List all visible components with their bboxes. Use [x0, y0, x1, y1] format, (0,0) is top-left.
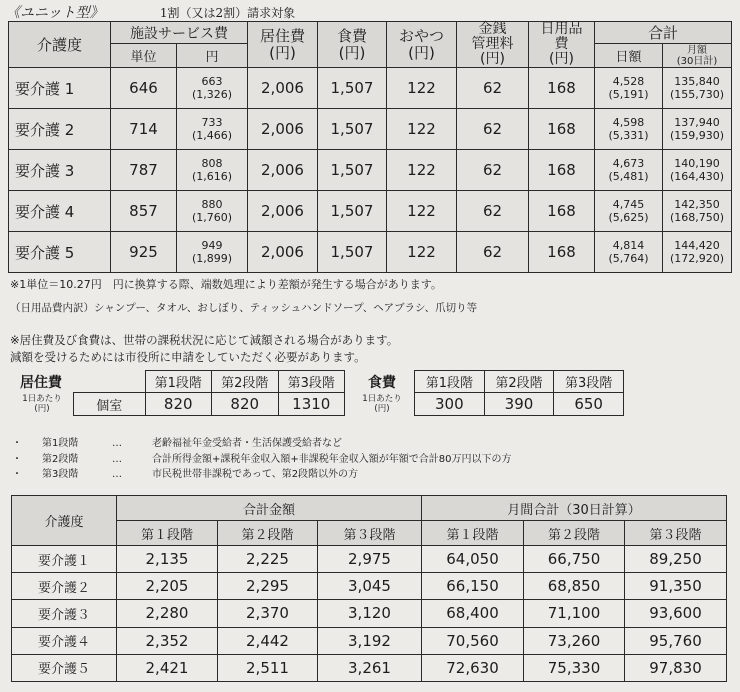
- table-row: [12, 546, 727, 573]
- monthly-stage1: 70,560: [422, 627, 524, 654]
- note-unit-conversion: ※1単位＝10.27円 円に換算する際、端数処理により差額が発生する場合があります。: [10, 278, 442, 291]
- food-stage3-value: 650: [554, 393, 624, 416]
- stage-name: 第3段階: [42, 469, 79, 480]
- total-stage2: 2,511: [218, 654, 318, 681]
- money-value: 62: [457, 150, 529, 191]
- monthly-total: 142,350 (168,750): [663, 191, 732, 232]
- unit-value: 714: [111, 109, 177, 150]
- daily-goods-value: 168: [529, 109, 595, 150]
- reduced-fee-table: [11, 495, 727, 682]
- residence-stage1-value: 820: [145, 393, 212, 416]
- bullet: ・: [12, 438, 22, 449]
- care-level: 要介護 4: [9, 191, 111, 232]
- care-level: 要介護２: [12, 573, 117, 600]
- food-value: 1,507: [318, 109, 387, 150]
- note-application: 減額を受けるためには市役所に申請をしていただく必要があります。: [10, 350, 366, 364]
- snack-value: 122: [387, 109, 457, 150]
- care-level: 要介護４: [12, 627, 117, 654]
- food-header-stage2: 第2段階: [484, 371, 554, 393]
- residence-value: 2,006: [248, 68, 318, 109]
- monthly-stage1: 72,630: [422, 654, 524, 681]
- total-stage1: 2,205: [117, 573, 218, 600]
- table-row: [9, 150, 732, 191]
- monthly-stage3: 93,600: [625, 600, 727, 627]
- daily-total: 4,598 (5,331): [595, 109, 663, 150]
- snack-value: 122: [387, 150, 457, 191]
- bullet: ・: [12, 453, 22, 465]
- header-stage1: 第１段階: [422, 521, 524, 546]
- header-money-mgmt: 金銭 管理料 (円): [457, 22, 529, 68]
- residence-header-stage2: 第2段階: [212, 371, 279, 393]
- note-reduction: ※居住費及び食費は、世帯の課税状況に応じて減額される場合があります。: [10, 333, 399, 347]
- monthly-stage1: 68,400: [422, 600, 524, 627]
- residence-stage2-value: 820: [212, 393, 279, 416]
- total-stage2: 2,442: [218, 627, 318, 654]
- care-level: 要介護３: [12, 600, 117, 627]
- snack-value: 122: [387, 68, 457, 109]
- table-row: [12, 654, 727, 681]
- residence-per-day: 1日あたり (円): [22, 394, 62, 414]
- header-total: 合計: [595, 22, 732, 44]
- header-stage3: 第３段階: [625, 521, 727, 546]
- stage-desc: 市民税世帯非課税であって、第2段階以外の方: [152, 469, 359, 480]
- header-level: 介護度: [9, 22, 111, 68]
- monthly-stage2: 68,850: [524, 573, 625, 600]
- money-value: 62: [457, 232, 529, 273]
- stage-descriptions: [12, 436, 511, 483]
- care-level: 要介護 3: [9, 150, 111, 191]
- food-title: 食費: [368, 375, 396, 391]
- unit-type-fee-table: [8, 21, 732, 273]
- stage-desc: 老齢福祉年金受給者・生活保護受給者など: [152, 438, 342, 449]
- table-row: [9, 191, 732, 232]
- residence-value: 2,006: [248, 191, 318, 232]
- header-residence: 居住費 (円): [248, 22, 318, 68]
- monthly-stage1: 64,050: [422, 546, 524, 573]
- residence-stage3-value: 1310: [278, 393, 345, 416]
- header-stage3: 第３段階: [318, 521, 422, 546]
- unit-value: 925: [111, 232, 177, 273]
- stage-dots: …: [112, 469, 122, 480]
- total-stage1: 2,421: [117, 654, 218, 681]
- daily-total: 4,528 (5,191): [595, 68, 663, 109]
- food-stage1-value: 300: [415, 393, 485, 416]
- food-stage2-value: 390: [484, 393, 554, 416]
- care-level: 要介護１: [12, 546, 117, 573]
- food-value: 1,507: [318, 68, 387, 109]
- care-level: 要介護 5: [9, 232, 111, 273]
- residence-header-stage1: 第1段階: [145, 371, 212, 393]
- header-stage2: 第２段階: [218, 521, 318, 546]
- yen-value: 808 (1,616): [177, 150, 248, 191]
- care-level: 要介護５: [12, 654, 117, 681]
- total-stage3: 3,120: [318, 600, 422, 627]
- yen-value: 949 (1,899): [177, 232, 248, 273]
- monthly-total: 135,840 (155,730): [663, 68, 732, 109]
- table-row: [12, 627, 727, 654]
- residence-value: 2,006: [248, 109, 318, 150]
- header-daily-amount: 日額: [595, 44, 663, 68]
- room-type: 個室: [74, 393, 146, 416]
- table-row: [9, 109, 732, 150]
- care-level: 要介護 1: [9, 68, 111, 109]
- money-value: 62: [457, 109, 529, 150]
- total-stage1: 2,135: [117, 546, 218, 573]
- total-stage3: 3,261: [318, 654, 422, 681]
- food-table: [414, 370, 624, 416]
- header-facility-fee: 施設サービス費: [111, 22, 248, 44]
- daily-total: 4,673 (5,481): [595, 150, 663, 191]
- food-header-stage3: 第3段階: [554, 371, 624, 393]
- stage-desc: 合計所得金額+課税年金収入額+非課税年金収入額が年額で合計80万円以下の方: [152, 453, 512, 465]
- daily-goods-value: 168: [529, 68, 595, 109]
- food-value: 1,507: [318, 150, 387, 191]
- header-monthly-total: 月間合計（30日計算）: [422, 496, 727, 521]
- daily-goods-value: 168: [529, 191, 595, 232]
- food-value: 1,507: [318, 191, 387, 232]
- header-stage2: 第２段階: [524, 521, 625, 546]
- total-stage1: 2,280: [117, 600, 218, 627]
- snack-value: 122: [387, 191, 457, 232]
- unit-value: 857: [111, 191, 177, 232]
- header-food: 食費 (円): [318, 22, 387, 68]
- table-row: [12, 573, 727, 600]
- food-per-day: 1日あたり (円): [362, 394, 402, 414]
- monthly-stage2: 73,260: [524, 627, 625, 654]
- table-row: [12, 600, 727, 627]
- total-stage3: 3,045: [318, 573, 422, 600]
- header-stage1: 第１段階: [117, 521, 218, 546]
- header-total-amount: 合計金額: [117, 496, 422, 521]
- total-stage3: 3,192: [318, 627, 422, 654]
- money-value: 62: [457, 68, 529, 109]
- daily-goods-value: 168: [529, 232, 595, 273]
- monthly-stage3: 91,350: [625, 573, 727, 600]
- stage-name: 第2段階: [42, 453, 79, 465]
- total-stage1: 2,352: [117, 627, 218, 654]
- daily-total: 4,745 (5,625): [595, 191, 663, 232]
- monthly-stage3: 95,760: [625, 627, 727, 654]
- total-stage2: 2,225: [218, 546, 318, 573]
- monthly-total: 140,190 (164,430): [663, 150, 732, 191]
- page-title: [6, 2, 295, 22]
- monthly-total: 144,420 (172,920): [663, 232, 732, 273]
- yen-value: 733 (1,466): [177, 109, 248, 150]
- yen-value: 663 (1,326): [177, 68, 248, 109]
- snack-value: 122: [387, 232, 457, 273]
- residence-title: 居住費: [20, 375, 62, 391]
- monthly-stage1: 66,150: [422, 573, 524, 600]
- food-header-stage1: 第1段階: [415, 371, 485, 393]
- total-stage3: 2,975: [318, 546, 422, 573]
- residence-value: 2,006: [248, 232, 318, 273]
- note-daily-goods: （日用品費内訳）シャンプー、タオル、おしぼり、ティッシュハンドソープ、ヘアブラシ、爪切り等: [10, 302, 478, 314]
- table-row: [9, 232, 732, 273]
- unit-value: 646: [111, 68, 177, 109]
- title-left: 《ユニット型》: [6, 5, 104, 21]
- money-value: 62: [457, 191, 529, 232]
- stage-item: [12, 467, 511, 483]
- monthly-stage2: 66,750: [524, 546, 625, 573]
- monthly-stage2: 71,100: [524, 600, 625, 627]
- monthly-total: 137,940 (159,930): [663, 109, 732, 150]
- stage-item: [12, 452, 511, 468]
- table-row: [9, 68, 732, 109]
- header-monthly-amount: 月額 (30日計): [663, 44, 732, 68]
- header-daily-goods: 日用品 費 (円): [529, 22, 595, 68]
- header-level: 介護度: [12, 496, 117, 546]
- stage-dots: …: [112, 438, 122, 449]
- stage-item: [12, 436, 511, 452]
- monthly-stage3: 97,830: [625, 654, 727, 681]
- care-level: 要介護 2: [9, 109, 111, 150]
- stage-name: 第1段階: [42, 438, 79, 449]
- total-stage2: 2,295: [218, 573, 318, 600]
- title-right: 1割（又は2割）請求対象: [159, 6, 296, 20]
- residence-table: [73, 370, 345, 416]
- stage-dots: …: [112, 453, 122, 465]
- bullet: ・: [12, 469, 22, 480]
- food-value: 1,507: [318, 232, 387, 273]
- unit-value: 787: [111, 150, 177, 191]
- monthly-stage3: 89,250: [625, 546, 727, 573]
- yen-value: 880 (1,760): [177, 191, 248, 232]
- residence-value: 2,006: [248, 150, 318, 191]
- header-yen: 円: [177, 44, 248, 68]
- residence-header-stage3: 第3段階: [278, 371, 345, 393]
- header-unit: 単位: [111, 44, 177, 68]
- daily-total: 4,814 (5,764): [595, 232, 663, 273]
- daily-goods-value: 168: [529, 150, 595, 191]
- header-snack: おやつ (円): [387, 22, 457, 68]
- monthly-stage2: 75,330: [524, 654, 625, 681]
- total-stage2: 2,370: [218, 600, 318, 627]
